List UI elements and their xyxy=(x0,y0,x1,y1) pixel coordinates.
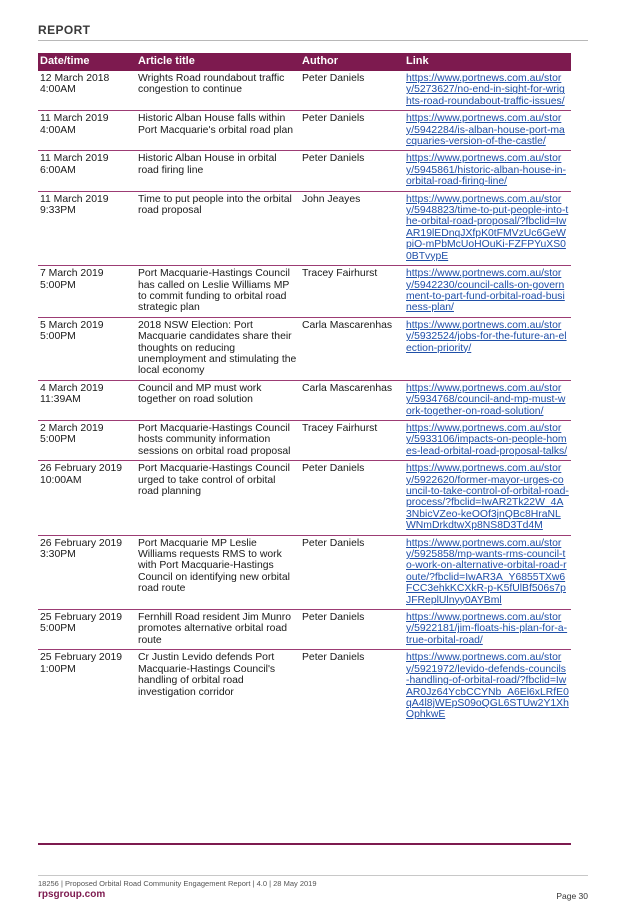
title-divider xyxy=(38,40,588,41)
article-title: Time to put people into the orbital road proposal xyxy=(136,191,300,265)
article-link[interactable]: https://www.portnews.com.au/story/5922181/jim-floats-his-plan-for-a-true-orbital-road/ xyxy=(406,612,568,646)
article-title: Port Macquarie-Hastings Council urged to take control of orbital road planning xyxy=(136,461,300,535)
article-link[interactable]: https://www.portnews.com.au/story/5934768/council-and-mp-must-work-together-on-road-solution/ xyxy=(406,382,566,417)
article-time: 10:00AM xyxy=(40,474,82,486)
article-title: Historic Alban House in orbital road firing line xyxy=(136,151,300,191)
table-row xyxy=(38,650,571,724)
footer-website: rpsgroup.com xyxy=(38,889,106,900)
column-header-link: Link xyxy=(404,53,571,71)
footer-document-info: 18256 | Proposed Orbital Road Community Engagement Report | 4.0 | 28 May 2019 xyxy=(38,879,317,888)
article-author: Carla Mascarenhas xyxy=(300,317,404,380)
article-author: Peter Daniels xyxy=(300,610,404,650)
article-date: 7 March 2019 xyxy=(40,268,104,280)
article-time: 5:00PM xyxy=(40,623,76,635)
table-row xyxy=(38,535,571,609)
table-header-row xyxy=(38,53,571,71)
article-author: Peter Daniels xyxy=(300,111,404,151)
article-author: Carla Mascarenhas xyxy=(300,380,404,420)
date-cell xyxy=(38,266,136,318)
footer-divider xyxy=(38,875,588,876)
link-cell xyxy=(404,71,571,111)
article-date: 11 March 2019 xyxy=(40,153,109,165)
table-row xyxy=(38,420,571,460)
date-cell xyxy=(38,650,136,724)
link-cell xyxy=(404,650,571,724)
table-row xyxy=(38,71,571,111)
article-link[interactable]: https://www.portnews.com.au/story/5942230/council-calls-on-government-to-part-fund-orbital-road-business-plan/ xyxy=(406,268,565,314)
article-date: 5 March 2019 xyxy=(40,319,104,331)
link-cell xyxy=(404,461,571,535)
article-link[interactable]: https://www.portnews.com.au/story/5932524/jobs-for-the-future-an-election-priority/ xyxy=(406,319,567,354)
article-link[interactable]: https://www.portnews.com.au/story/5945861/historic-alban-house-in-orbital-road-firing-line/ xyxy=(406,153,566,188)
column-header-title: Article title xyxy=(136,53,300,71)
link-cell xyxy=(404,610,571,650)
article-time: 5:00PM xyxy=(40,331,76,343)
article-time: 4:00AM xyxy=(40,84,76,96)
article-title: Fernhill Road resident Jim Munro promotes alternative orbital road route xyxy=(136,610,300,650)
article-title: Cr Justin Levido defends Port Macquarie-Hastings Council's handling of orbital road investigation corridor xyxy=(138,652,276,698)
article-author: Tracey Fairhurst xyxy=(300,266,404,318)
article-author: Peter Daniels xyxy=(300,461,404,535)
article-title: Port Macquarie MP Leslie Williams requests RMS to work with Port Macquarie-Hastings Council on identifying new orbital road route xyxy=(136,535,300,609)
table-row xyxy=(38,191,571,265)
date-cell xyxy=(38,610,136,650)
article-title: Historic Alban House falls within Port Macquarie's orbital road plan xyxy=(136,111,300,151)
article-link[interactable]: https://www.portnews.com.au/story/5948823/time-to-put-people-into-the-orbital-road-proposal/?fbclid=IwAR19lEDnqJXfpK0tFMVzUc6GeWpiO-mPbMcUoHOuKi-FZFPYuXS00BTvypE xyxy=(406,193,569,262)
date-cell xyxy=(38,535,136,609)
date-cell xyxy=(38,151,136,191)
article-link[interactable]: https://www.portnews.com.au/story/5933106/impacts-on-people-homes-lead-orbital-road-proposal-talks/ xyxy=(406,422,568,457)
article-date: 11 March 2019 xyxy=(40,113,109,125)
link-cell xyxy=(404,191,571,265)
article-date: 11 March 2019 xyxy=(40,193,109,205)
link-cell xyxy=(404,380,571,420)
article-date: 25 February 2019 xyxy=(40,612,123,624)
date-cell xyxy=(38,111,136,151)
article-link[interactable]: https://www.portnews.com.au/story/5925858/mp-wants-rms-council-to-work-on-alternative-orbital-road-route/?fbclid=IwAR3A_Y6855TXw6FCC3ehkKCXkR-p-K5fUlBf506s7pJFReplUlnyy0AYBml xyxy=(406,537,567,606)
section-title: REPORT xyxy=(38,23,91,37)
article-author: Peter Daniels xyxy=(300,71,404,111)
date-cell xyxy=(38,461,136,535)
articles-table xyxy=(38,53,571,724)
table-row xyxy=(38,151,571,191)
date-cell xyxy=(38,420,136,460)
article-time: 9:33PM xyxy=(40,205,76,217)
article-time: 11:39AM xyxy=(40,394,81,406)
article-author: Peter Daniels xyxy=(300,151,404,191)
article-author: Peter Daniels xyxy=(300,535,404,609)
link-cell xyxy=(404,420,571,460)
article-author: Tracey Fairhurst xyxy=(300,420,404,460)
article-time: 5:00PM xyxy=(40,279,76,291)
column-header-date: Date/time xyxy=(38,53,136,71)
date-cell xyxy=(38,191,136,265)
table-row xyxy=(38,610,571,650)
article-author: Peter Daniels xyxy=(302,652,365,664)
article-title: Wrights Road roundabout traffic congestion to continue xyxy=(136,71,300,111)
article-link[interactable]: https://www.portnews.com.au/story/5273627/no-end-in-sight-for-wrights-road-roundabout-traffic-issues/ xyxy=(406,73,565,107)
article-date: 25 February 2019 xyxy=(40,652,123,664)
article-date: 12 March 2018 xyxy=(40,73,110,84)
table-row xyxy=(38,111,571,151)
article-title: 2018 NSW Election: Port Macquarie candidates share their thoughts on reducing unemployment and stimulating the local economy xyxy=(136,317,300,380)
article-link[interactable]: https://www.portnews.com.au/story/5942284/is-alban-house-port-macquaries-version-of-the-castle/ xyxy=(406,113,565,148)
date-cell xyxy=(38,380,136,420)
table-row xyxy=(38,380,571,420)
article-date: 26 February 2019 xyxy=(40,463,123,475)
article-time: 1:00PM xyxy=(40,663,76,675)
page-number: Page 30 xyxy=(556,891,588,901)
column-header-author: Author xyxy=(300,53,404,71)
link-cell xyxy=(404,111,571,151)
article-title: Port Macquarie-Hastings Council hosts community information sessions on orbital road proposal xyxy=(136,420,300,460)
article-date: 4 March 2019 xyxy=(40,382,104,394)
link-cell xyxy=(404,535,571,609)
date-cell xyxy=(38,317,136,380)
article-date: 2 March 2019 xyxy=(40,422,104,434)
table-row xyxy=(38,317,571,380)
article-title: Port Macquarie-Hastings Council has called on Leslie Williams MP to commit funding to orbital road strategic plan xyxy=(136,266,300,318)
link-cell xyxy=(404,266,571,318)
article-link[interactable]: https://www.portnews.com.au/story/5921972/levido-defends-councils-handling-of-orbital-road/?fbclid=IwAR0Jz64YcbCCYNb_A6El6xLRfE0qA4l8jWEpS09oQGL6STUw2Y1XhOphkwE xyxy=(406,652,569,721)
article-time: 6:00AM xyxy=(40,164,76,176)
article-time: 4:00AM xyxy=(40,124,76,136)
article-date: 26 February 2019 xyxy=(40,537,123,549)
article-link[interactable]: https://www.portnews.com.au/story/5922620/former-mayor-urges-council-to-take-control-of-orbital-road-process/?fbclid=IwAR2Tk22W_4A3NbicVZeo-keOOf3jnQBc8HraNLWNmDrkdtwXp8NS8D3Td4M xyxy=(406,463,569,532)
link-cell xyxy=(404,151,571,191)
article-time: 5:00PM xyxy=(40,434,76,446)
article-author: John Jeayes xyxy=(300,191,404,265)
article-title: Council and MP must work together on road solution xyxy=(136,380,300,420)
link-cell xyxy=(404,317,571,380)
table-end-divider xyxy=(38,843,571,845)
date-cell xyxy=(38,71,136,111)
table-row xyxy=(38,461,571,535)
table-row xyxy=(38,266,571,318)
article-time: 3:30PM xyxy=(40,549,76,561)
